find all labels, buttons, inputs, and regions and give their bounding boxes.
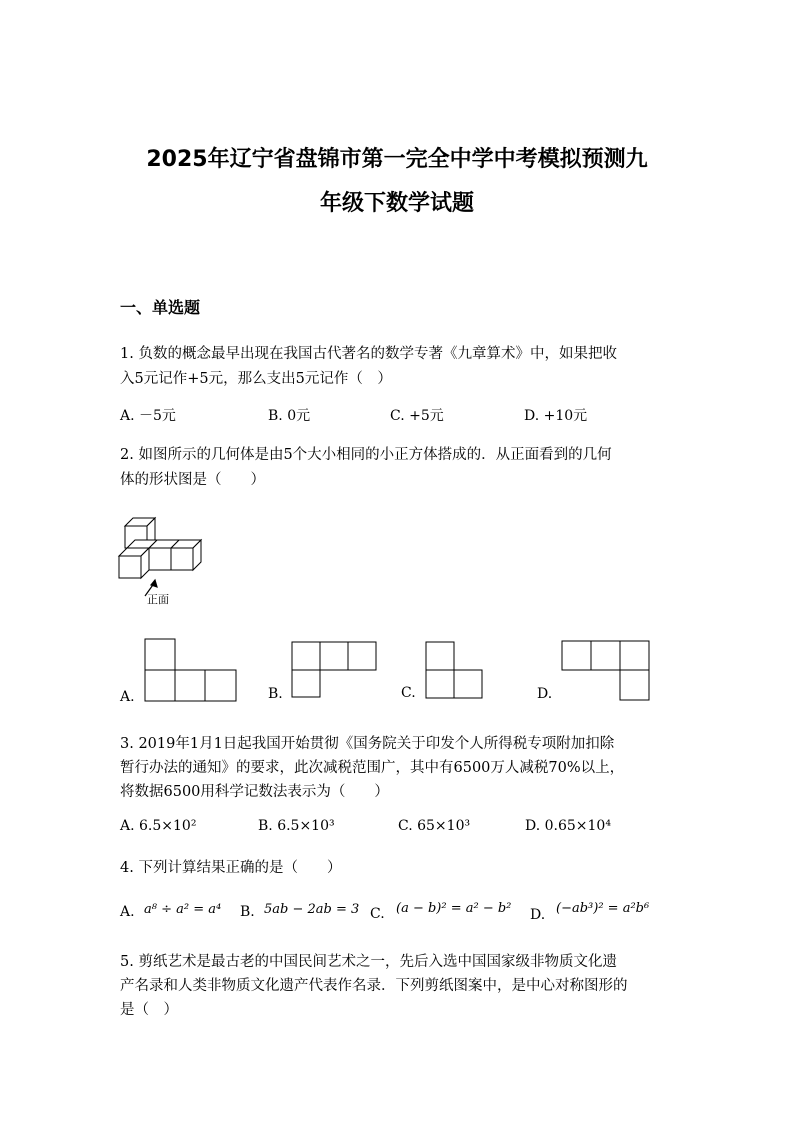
q4-expr-b: 5ab − 2ab = 3 [264, 902, 360, 917]
front-label: 正面 [147, 593, 169, 606]
q2-option-d-figure[interactable] [561, 640, 651, 702]
q3-option-c[interactable]: C. 65×10³ [398, 818, 471, 834]
page-title-line1: 2025年辽宁省盘锦市第一完全中学中考模拟预测九 [146, 147, 648, 172]
q2-text-line2: 体的形状图是（ ） [120, 472, 265, 488]
page-title-line2: 年级下数学试题 [319, 191, 474, 216]
q4-option-a[interactable]: A. [120, 904, 135, 920]
q4-expr-d: (−ab³)² = a²b⁶ [556, 901, 650, 916]
q4-option-d[interactable]: D. [530, 907, 546, 923]
section-heading: 一、单选题 [120, 298, 201, 317]
q4-expr-a: a⁸ ÷ a² = a⁴ [144, 902, 222, 917]
q4-option-b[interactable]: B. [240, 904, 255, 920]
q5-text-line2: 产名录和人类非物质文化遗产代表作名录．下列剪纸图案中，是中心对称图形的 [120, 978, 628, 994]
q1-option-c[interactable]: C. +5元 [390, 408, 444, 424]
q2-option-a-figure[interactable] [144, 638, 238, 702]
q2-text-line1: 2. 如图所示的几何体是由5个大小相同的小正方体搭成的．从正面看到的几何 [120, 447, 612, 463]
q3-text-line3: 将数据6500用科学记数法表示为（ ） [120, 784, 389, 800]
q2-option-c[interactable]: C. [401, 685, 416, 701]
q3-text-line1: 3. 2019年1月1日起我国开始贯彻《国务院关于印发个人所得税专项附加扣除 [120, 736, 615, 752]
q4-option-c[interactable]: C. [370, 906, 385, 922]
q1-text-line1: 1. 负数的概念最早出现在我国古代著名的数学专著《九章算术》中，如果把收 [120, 346, 617, 362]
q3-option-d[interactable]: D. 0.65×10⁴ [525, 818, 611, 834]
q4-text-line1: 4. 下列计算结果正确的是（ ） [120, 860, 342, 876]
q1-option-a[interactable]: A. －5元 [120, 408, 176, 424]
q2-option-b-figure[interactable] [291, 641, 377, 698]
q3-option-a[interactable]: A. 6.5×10² [120, 818, 197, 834]
q2-option-a[interactable]: A. [120, 689, 135, 705]
q3-option-b[interactable]: B. 6.5×10³ [258, 818, 335, 834]
q2-option-b[interactable]: B. [268, 686, 283, 702]
q1-text-line2: 入5元记作+5元，那么支出5元记作（ ） [120, 371, 392, 387]
q2-option-d[interactable]: D. [537, 686, 553, 702]
q5-text-line1: 5. 剪纸艺术是最古老的中国民间艺术之一，先后入选中国国家级非物质文化遗 [120, 954, 617, 970]
q4-expr-c: (a − b)² = a² − b² [396, 901, 512, 916]
q1-option-d[interactable]: D. +10元 [524, 408, 588, 424]
q5-text-line3: 是（ ） [120, 1002, 178, 1018]
q2-option-c-figure[interactable] [425, 641, 483, 699]
q1-option-b[interactable]: B. 0元 [268, 408, 311, 424]
q3-text-line2: 暂行办法的通知》的要求，此次减税范围广，其中有6500万人减税70%以上， [120, 760, 625, 776]
